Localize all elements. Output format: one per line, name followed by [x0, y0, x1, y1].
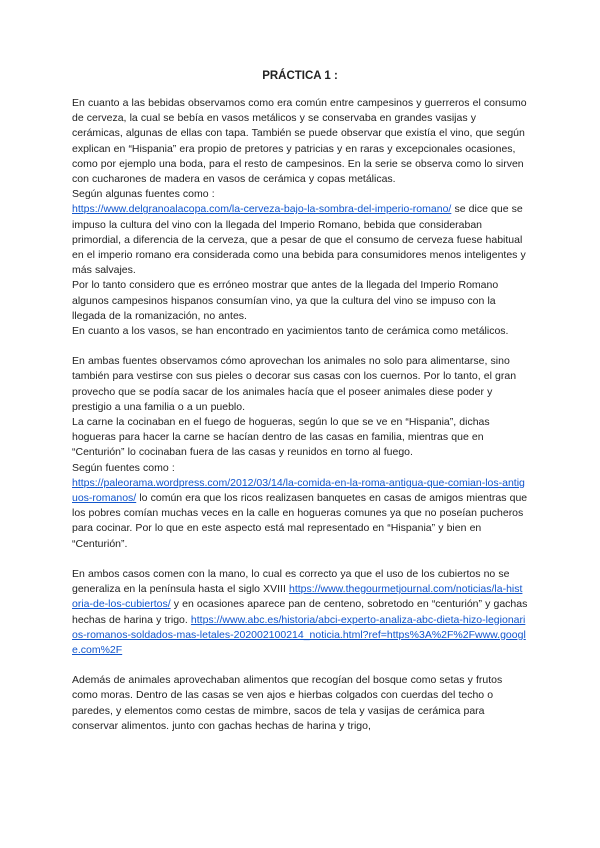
paragraph-beverages: En cuanto a las bebidas observamos como era común entre campesinos y guerreros el consumo de cerveza, la cual se bebía en vasos metálicos y se conservaba en grandes vasijas y cerámicas, algunas de ellas con tapa. También se puede observar que existía el vino, que según explican en “Hispania” era propio de pretores y patricias y en raras y excepcionales ocasiones, como por ejemplo una boda, para el resto de campesinos. En la serie se observa como lo sirven con cucharones de madera en vasos de cerámica y copas metálicas. [72, 97, 527, 186]
paragraph-banquets-text: lo común era que los ricos realizasen banquetes en casas de amigos mientras que los pobres comían muchas veces en la calle en hogueras comunes ya que no poseían pucheros para cocinar. Por lo que en este aspecto está mal representado en “Hispania” y bien en “Centurión”. [72, 492, 528, 550]
paragraph-forest-foods: Además de animales aprovechaban alimentos que recogían del bosque como setas y frutos como moras. Dentro de las casas se ven ajos e hierbas colgados con cuerdas del techo o paredes, y elementos como cestas de mimbre, sacos de tela y vasijas de cerámica para conservar alimentos. junto con gachas hechas de harina y trigo, [72, 674, 503, 732]
paragraph-sources-intro-2: Según fuentes como : [72, 461, 175, 474]
page-title: PRÁCTICA 1 : [262, 70, 338, 82]
paragraph-cutlery-text-2: y en ocasiones aparece pan de centeno, sobretodo en “centurión” y gachas hechas de harina y trigo. [72, 598, 528, 626]
source-link-cubiertos[interactable]: https://www.thegourmetjournal.com/noticias/la-historia-de-los-cubiertos/ [72, 583, 523, 611]
paragraph-cutlery-text: En ambos casos comen con la mano, lo cual es correcto ya que el uso de los cubiertos no se generaliza en la península hasta el siglo XVIII [72, 567, 510, 596]
paragraph-gap [72, 658, 528, 673]
source-link-abc[interactable]: https://www.abc.es/historia/abci-experto-analiza-abc-dieta-hizo-legionarios-romanos-soldados-mas-letales-202002100214_noticia.html?ref=https%3A%2F%2Fwww.google.com%2F [72, 613, 526, 656]
source-link-cerveza[interactable]: https://www.delgranoalacopa.com/la-cerveza-bajo-la-sombra-del-imperio-romano/ [72, 203, 452, 216]
paragraph-wine-culture [72, 202, 528, 278]
paragraph-conclusion-wine: Por lo tanto considero que es erróneo mostrar que antes de la llegada del Imperio Romano algunos campesinos hispanos consumían vino, ya que la cultura del vino se impuso con la llegada de la romanización, no antes. [72, 279, 499, 322]
paragraph-animals: En ambas fuentes observamos cómo aprovechan los animales no solo para alimentarse, sino también para vestirse con sus pieles o decorar sus casas con los cuernos. Por lo tanto, el gran provecho que se podía sacar de los animales hacía que el poseer animales diese poder y prestigio a una familia o a un pueblo. [72, 355, 517, 413]
paragraph-gap [72, 339, 528, 354]
paragraph-fire-cooking: La carne la cocinaban en el fuego de hogueras, según lo que se ve en “Hispania”, dichas hogueras para hacer la carne se hacían dentro de las casas en familia, mientras que en “Centurión” lo cocinaban fuera de las casas y reunidos en torno al fuego. [72, 416, 490, 459]
source-link-paleorama[interactable]: https://paleorama.wordpress.com/2012/03/14/la-comida-en-la-roma-antigua-que-comian-los-antiguos-romanos/ [72, 476, 525, 505]
paragraph-gap [72, 552, 528, 567]
paragraph-sources-intro: Según algunas fuentes como : [72, 188, 215, 201]
paragraph-vessels: En cuanto a los vasos, se han encontrado en yacimientos tanto de cerámica como metálicos. [72, 325, 509, 338]
paragraph-banquets [72, 476, 528, 552]
paragraph-cutlery [72, 567, 528, 658]
paragraph-wine-culture-text: se dice que se impuso la cultura del vino con la llegada del Imperio Romano, bebida que consideraban primordial, a diferencia de la cerveza, que a pesar de que el consumo de cerveza fuese habitual en el imperio romano era considerada como una bebida para consumidores menos inteligentes y más salvajes. [72, 203, 526, 277]
